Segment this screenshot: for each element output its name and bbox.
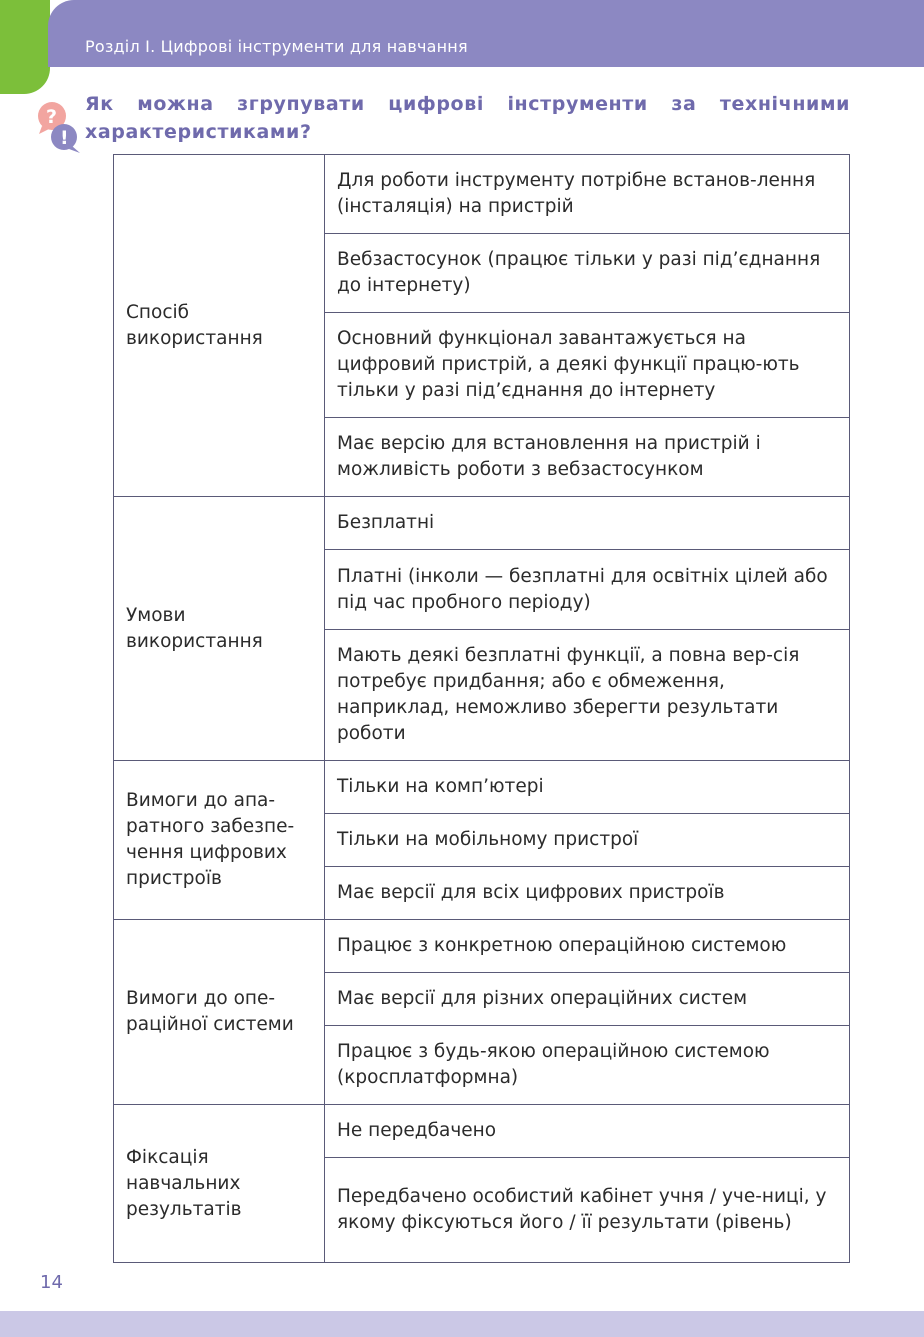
value-cell: Тільки на мобільному пристрої — [325, 814, 850, 867]
table-row — [114, 1105, 850, 1158]
category-cell: Спосіб використання — [114, 155, 325, 497]
category-cell: Умови використання — [114, 497, 325, 761]
table-row — [114, 920, 850, 973]
value-cell: Передбачено особистий кабінет учня / уче-ниці, у якому фіксуються його / її результати (рівень) — [325, 1158, 850, 1263]
value-cell: Працює з будь-якою операційною системою (кросплатформна) — [325, 1026, 850, 1105]
value-cell: Мають деякі безплатні функції, а повна вер-сія потребує придбання; або є обмеження, наприклад, неможливо зберегти результати роботи — [325, 630, 850, 761]
value-cell: Платні (інколи — безплатні для освітніх цілей або під час пробного періоду) — [325, 550, 850, 630]
table-row — [114, 761, 850, 814]
value-cell: Вебзастосунок (працює тільки у разі під’єднання до інтернету) — [325, 234, 850, 313]
table-row — [114, 155, 850, 234]
footer-band — [0, 1311, 924, 1337]
svg-text:?: ? — [46, 106, 58, 128]
category-cell: Фіксація навчальних результатів — [114, 1105, 325, 1263]
svg-text:!: ! — [60, 127, 69, 149]
table-row — [114, 497, 850, 550]
chapter-header-band — [48, 0, 924, 67]
value-cell: Має версію для встановлення на пристрій і можливість роботи з вебзастосунком — [325, 418, 850, 497]
value-cell: Для роботи інструменту потрібне встанов-лення (інсталяція) на пристрій — [325, 155, 850, 234]
value-cell: Має версії для всіх цифрових пристроїв — [325, 867, 850, 920]
value-cell: Має версії для різних операційних систем — [325, 973, 850, 1026]
tools-classification-table — [113, 154, 850, 1263]
page-number: 14 — [40, 1272, 63, 1293]
value-cell: Працює з конкретною операційною системою — [325, 920, 850, 973]
value-cell: Безплатні — [325, 497, 850, 550]
category-cell: Вимоги до опе-раційної системи — [114, 920, 325, 1105]
category-cell: Вимоги до апа-ратного забезпе-чення цифрових пристроїв — [114, 761, 325, 920]
chapter-color-tab — [0, 0, 50, 94]
chapter-title: Розділ І. Цифрові інструменти для навчання — [85, 37, 468, 56]
value-cell: Тільки на комп’ютері — [325, 761, 850, 814]
value-cell: Не передбачено — [325, 1105, 850, 1158]
question-icon — [36, 99, 82, 155]
section-question: Як можна згрупувати цифрові інструменти за технічними характеристиками? — [85, 93, 850, 143]
value-cell: Основний функціонал завантажується на цифровий пристрій, а деякі функції працю-ють тільки у разі під’єднання до інтернету — [325, 313, 850, 418]
